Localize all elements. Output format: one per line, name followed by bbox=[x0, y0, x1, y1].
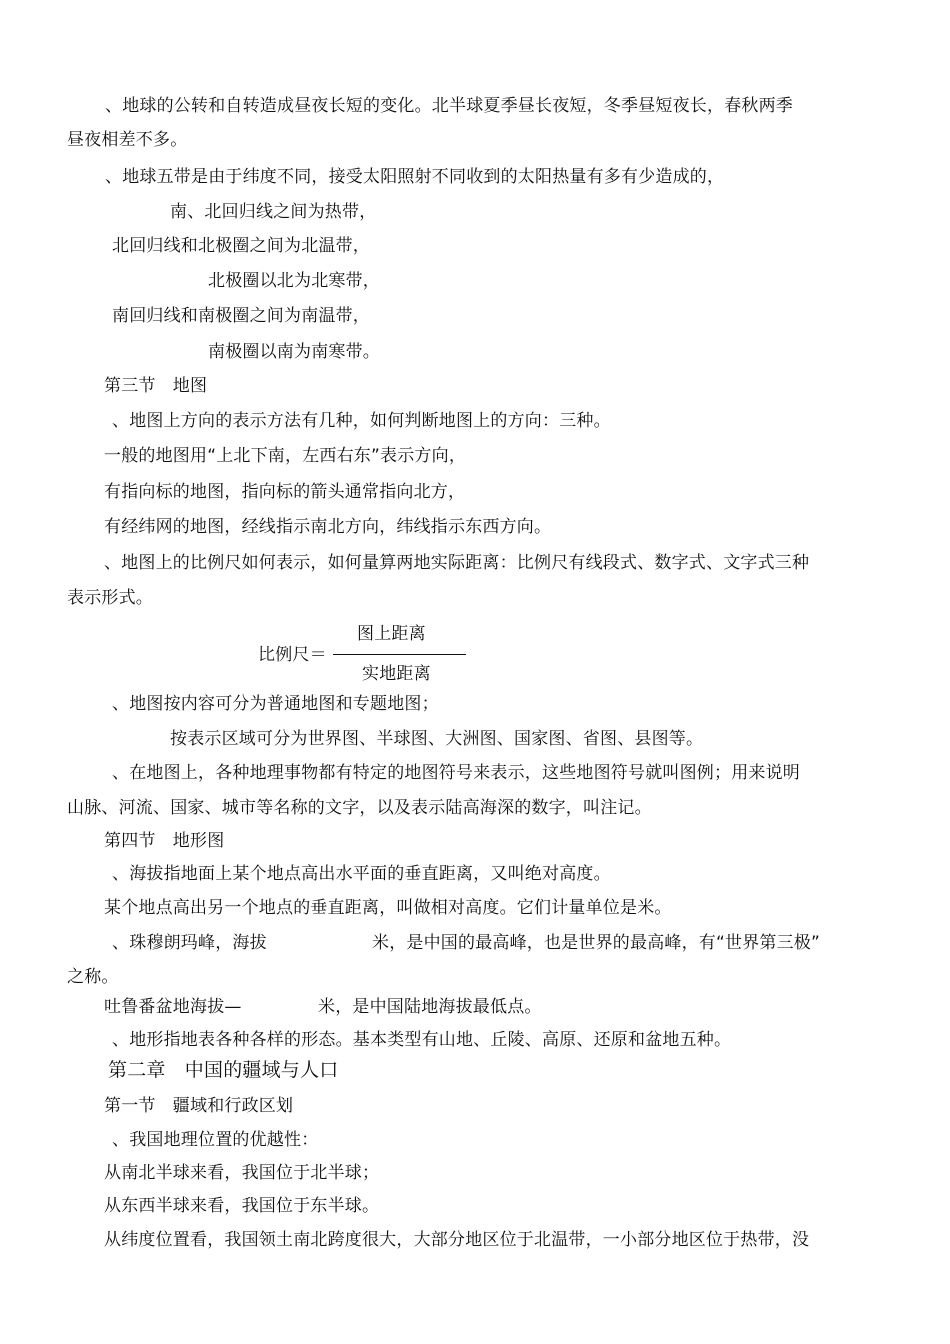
text-line: 昼夜相差不多。 bbox=[67, 130, 188, 150]
text-line: 有指向标的地图，指向标的箭头通常指向北方， bbox=[104, 482, 466, 502]
text-line: 南回归线和南极圈之间为南温带， bbox=[112, 306, 370, 326]
text-line: 、我国地理位置的优越性： bbox=[112, 1130, 319, 1150]
text-line: 、地图上方向的表示方法有几种，如何判断地图上的方向：三种。 bbox=[112, 411, 611, 431]
fraction-bar bbox=[333, 654, 466, 655]
text-line: 吐鲁番盆地海拔— bbox=[104, 997, 242, 1017]
text-line: 米，是中国的最高峰，也是世界的最高峰，有“世界第三极” bbox=[372, 933, 821, 953]
text-line: 、地球的公转和自转造成昼夜长短的变化。北半球夏季昼长夜短，冬季昼短夜长，春秋两季 bbox=[105, 96, 793, 116]
text-line: 、珠穆朗玛峰，海拔 bbox=[112, 933, 267, 953]
text-line: 南、北回归线之间为热带， bbox=[170, 202, 377, 222]
chapter-title: 第二章 中国的疆域与人口 bbox=[108, 1059, 339, 1081]
text-line: 北极圈以北为北寒带， bbox=[208, 271, 380, 291]
section-heading: 第四节 地形图 bbox=[104, 831, 225, 851]
text-line: 从南北半球来看，我国位于北半球； bbox=[104, 1163, 380, 1183]
text-line: 米，是中国陆地海拔最低点。 bbox=[318, 997, 542, 1017]
text-line: 、地球五带是由于纬度不同，接受太阳照射不同收到的太阳热量有多有少造成的， bbox=[105, 167, 725, 187]
formula-lhs: 比例尺＝ bbox=[258, 645, 327, 665]
text-line: 、在地图上，各种地理事物都有特定的地图符号来表示，这些地图符号就叫图例；用来说明 bbox=[112, 763, 800, 783]
text-line: 、海拔指地面上某个地点高出水平面的垂直距离，又叫绝对高度。 bbox=[112, 864, 611, 884]
text-line: 山脉、河流、国家、城市等名称的文字，以及表示陆高海深的数字，叫注记。 bbox=[67, 798, 652, 818]
section-heading: 第三节 地图 bbox=[104, 376, 208, 396]
text-line: 一般的地图用“上北下南，左西右东”表示方向， bbox=[104, 446, 467, 466]
text-line: 、地图上的比例尺如何表示，如何量算两地实际距离：比例尺有线段式、数字式、文字式三种 bbox=[104, 553, 810, 573]
text-line: 表示形式。 bbox=[67, 588, 153, 608]
text-line: 从纬度位置看，我国领土南北跨度很大，大部分地区位于北温带，一小部分地区位于热带，没 bbox=[104, 1230, 810, 1250]
text-line: 有经纬网的地图，经线指示南北方向，纬线指示东西方向。 bbox=[104, 517, 552, 537]
text-line: 从东西半球来看，我国位于东半球。 bbox=[104, 1196, 380, 1216]
text-line: 、地图按内容可分为普通地图和专题地图； bbox=[112, 694, 439, 714]
formula-numerator: 图上距离 bbox=[357, 624, 426, 644]
text-line: 之称。 bbox=[67, 967, 119, 987]
text-line: 南极圈以南为南寒带。 bbox=[208, 342, 380, 362]
formula-denominator: 实地距离 bbox=[362, 664, 431, 684]
text-line: 、地形指地表各种各样的形态。基本类型有山地、丘陵、高原、还原和盆地五种。 bbox=[112, 1030, 732, 1050]
text-line: 按表示区域可分为世界图、半球图、大洲图、国家图、省图、县图等。 bbox=[170, 729, 704, 749]
text-line: 某个地点高出另一个地点的垂直距离，叫做相对高度。它们计量单位是米。 bbox=[104, 898, 672, 918]
section-heading: 第一节 疆域和行政区划 bbox=[104, 1096, 294, 1116]
text-line: 北回归线和北极圈之间为北温带， bbox=[112, 236, 370, 256]
